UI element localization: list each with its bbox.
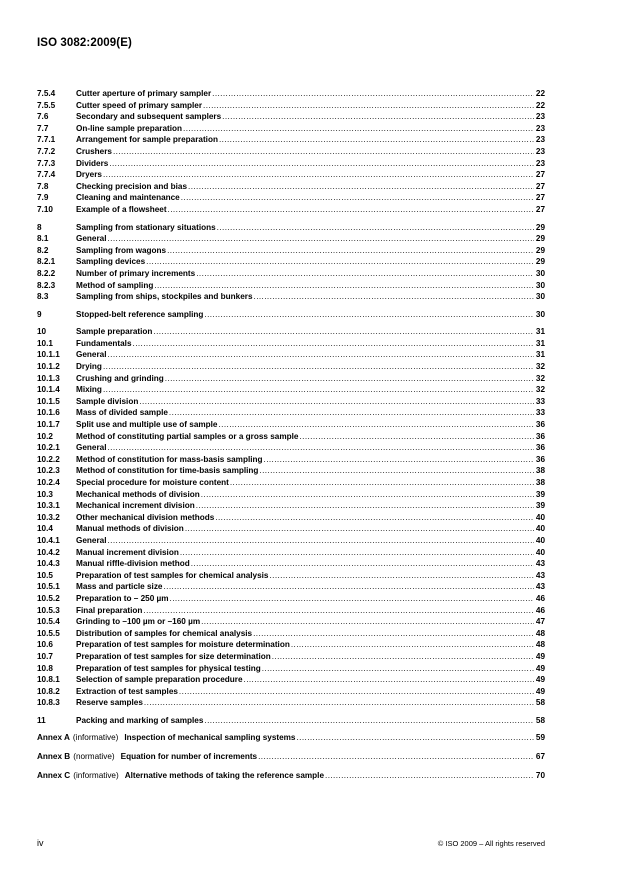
toc-entry-title: Cutter aperture of primary sampler <box>76 89 212 98</box>
toc-entry[interactable] <box>37 349 545 361</box>
annex-kind: (informative) <box>73 770 119 780</box>
toc-entry[interactable] <box>37 338 545 350</box>
document-header: ISO 3082:2009(E) <box>37 37 132 49</box>
toc-entry-title: Mixing <box>76 385 102 395</box>
toc-entry-page: 33 <box>535 408 545 418</box>
toc-leader-dots <box>167 245 534 257</box>
toc-entry-title: Stopped-belt reference sampling <box>76 309 204 319</box>
toc-entry-number: 10.1.5 <box>37 396 60 406</box>
toc-entry-number: 10.2.2 <box>37 454 60 464</box>
annex-label: Annex A <box>37 733 70 743</box>
toc-entry[interactable] <box>37 326 545 338</box>
toc-entry-page: 46 <box>535 593 545 603</box>
toc-entry-number: 10.8.1 <box>37 675 60 685</box>
toc-entry-number: 10.1.3 <box>37 373 60 383</box>
toc-entry[interactable] <box>37 697 545 709</box>
toc-entry[interactable] <box>37 158 545 170</box>
toc-entry-title: Mass and particle size <box>76 582 163 592</box>
toc-entry-title: Number of primary increments <box>76 268 196 278</box>
toc-leader-dots <box>212 88 534 100</box>
toc-leader-dots <box>163 581 534 593</box>
toc-entry-title: Manual increment division <box>76 547 179 557</box>
toc-entry-number: 8.2 <box>37 245 49 255</box>
toc-groups <box>37 88 545 726</box>
toc-leader-dots <box>269 570 534 582</box>
toc-entry-number: 10.3 <box>37 489 53 499</box>
toc-leader-dots <box>103 384 534 396</box>
toc-entry[interactable] <box>37 100 545 112</box>
toc-entry[interactable] <box>37 454 545 466</box>
toc-entry-title: Distribution of samples for chemical analysis <box>76 628 253 638</box>
toc-entry[interactable] <box>37 605 545 617</box>
toc-group <box>37 326 545 709</box>
toc-entry-page: 49 <box>535 686 545 696</box>
toc-entry-number: 7.9 <box>37 193 49 203</box>
toc-leader-dots <box>143 605 534 617</box>
toc-entry-title: Grinding to –100 µm or –160 µm <box>76 617 201 627</box>
toc-entry-title: Mechanical methods of division <box>76 489 200 499</box>
toc-entry-page: 32 <box>535 373 545 383</box>
toc-entry[interactable] <box>37 407 545 419</box>
toc-entry-number: 10.2 <box>37 431 53 441</box>
copyright-notice: © ISO 2009 – All rights reserved <box>437 839 545 848</box>
toc-entry-number: 10.4.1 <box>37 535 60 545</box>
toc-leader-dots <box>146 256 534 268</box>
toc-entry-number: 10.2.3 <box>37 466 60 476</box>
toc-entry[interactable] <box>37 419 545 431</box>
toc-entry-page: 30 <box>535 292 545 302</box>
toc-entry-page: 36 <box>535 420 545 430</box>
toc-entry-page: 36 <box>535 431 545 441</box>
toc-annex-entry[interactable] <box>37 770 545 782</box>
toc-entry-page: 27 <box>535 193 545 203</box>
toc-entry[interactable] <box>37 465 545 477</box>
toc-entry-number: 10.8.2 <box>37 686 60 696</box>
toc-entry-number: 10.2.1 <box>37 443 60 453</box>
toc-entry-page: 40 <box>535 547 545 557</box>
annex-kind: (informative) <box>72 733 119 743</box>
toc-entry-page: 27 <box>535 204 545 214</box>
toc-entry-title: Reserve samples <box>76 698 143 708</box>
toc-entry-title: Sampling from ships, stockpiles and bunkers <box>76 292 253 302</box>
toc-entry[interactable] <box>37 512 545 524</box>
toc-leader-dots <box>179 686 534 698</box>
toc-leader-dots <box>291 639 534 651</box>
toc-entry-number: 10.4.2 <box>37 547 60 557</box>
toc-leader-dots <box>169 407 534 419</box>
annex-title: Inspection of mechanical sampling systems <box>124 733 296 743</box>
toc-entry-page: 43 <box>535 582 545 592</box>
toc-entry[interactable] <box>37 547 545 559</box>
toc-entry-number: 7.7.3 <box>37 158 56 168</box>
toc-leader-dots <box>297 732 535 744</box>
toc-entry[interactable] <box>37 309 545 321</box>
toc-entry-title: Packing and marking of samples <box>76 715 204 725</box>
toc-entry-title: Method of sampling <box>76 280 154 290</box>
toc-entry-title: Other mechanical division methods <box>76 512 215 522</box>
toc-entry-page: 40 <box>535 512 545 522</box>
toc-entry-title: Sample preparation <box>76 327 153 337</box>
toc-entry-number: 7.6 <box>37 112 49 122</box>
toc-entry-page: 23 <box>535 123 545 133</box>
toc-entry-title: General <box>76 234 107 244</box>
toc-entry-title: Preparation of test samples for moisture determination <box>76 640 290 650</box>
page-number: iv <box>37 838 44 848</box>
toc-entry[interactable] <box>37 373 545 385</box>
toc-leader-dots <box>165 373 534 385</box>
toc-entry[interactable] <box>37 674 545 686</box>
toc-entry-title: General <box>76 443 107 453</box>
toc-annex-entry[interactable] <box>37 751 545 763</box>
toc-leader-dots <box>153 326 534 338</box>
toc-group <box>37 222 545 303</box>
toc-entry-title: Final preparation <box>76 605 143 615</box>
toc-entry-title: Selection of sample preparation procedure <box>76 675 243 685</box>
toc-entry-number: 10.1.4 <box>37 385 60 395</box>
toc-entry-number: 7.7.1 <box>37 135 56 145</box>
toc-entry-number: 10.7 <box>37 651 53 661</box>
toc-leader-dots <box>222 111 534 123</box>
toc-group <box>37 88 545 216</box>
toc-entry[interactable] <box>37 280 545 292</box>
toc-leader-dots <box>196 268 534 280</box>
toc-entry-number: 10.5.1 <box>37 582 60 592</box>
toc-entry-title: Checking precision and bias <box>76 181 188 191</box>
toc-entry-page: 49 <box>535 675 545 685</box>
toc-entry[interactable] <box>37 361 545 373</box>
toc-entry-number: 7.7.2 <box>37 146 56 156</box>
toc-entry-page: 29 <box>535 234 545 244</box>
toc-entry[interactable] <box>37 192 545 204</box>
toc-entry-page: 23 <box>535 146 545 156</box>
toc-leader-dots <box>109 158 534 170</box>
toc-entry-number: 10.1.1 <box>37 350 60 360</box>
toc-entry-page: 30 <box>535 268 545 278</box>
toc-entry[interactable] <box>37 134 545 146</box>
toc-leader-dots <box>325 770 534 782</box>
toc-entry-page: 38 <box>535 478 545 487</box>
toc-entry-page: 36 <box>535 443 545 453</box>
toc-entry-number: 10.3.1 <box>37 501 60 511</box>
toc-leader-dots <box>144 697 534 709</box>
toc-entry-page: 27 <box>535 170 545 180</box>
toc-leader-dots <box>180 547 534 559</box>
toc-leader-dots <box>181 192 534 204</box>
toc-leader-dots <box>188 181 534 193</box>
toc-entry-page: 23 <box>535 112 545 122</box>
toc-entry-number: 7.10 <box>37 204 53 214</box>
toc-entry-title: Sampling devices <box>76 257 146 267</box>
toc-leader-dots <box>108 349 535 361</box>
toc-entry[interactable] <box>37 663 545 675</box>
toc-leader-dots <box>103 361 534 373</box>
toc-leader-dots <box>262 663 534 675</box>
toc-entry[interactable] <box>37 500 545 512</box>
toc-entry-page: 36 <box>535 454 545 464</box>
toc-entry[interactable] <box>37 384 545 396</box>
toc-entry[interactable] <box>37 639 545 651</box>
toc-entry-page: 46 <box>535 605 545 615</box>
toc-entry-page: 31 <box>535 327 545 337</box>
toc-entry-page: 39 <box>535 489 545 499</box>
toc-entry-number: 10.4 <box>37 524 53 534</box>
toc-group <box>37 309 545 321</box>
toc-entry-number: 10.2.4 <box>37 478 60 487</box>
annex-kind: (normative) <box>73 752 115 762</box>
toc-leader-dots <box>185 523 534 535</box>
annex-label: Annex C <box>37 770 71 780</box>
toc-leader-dots <box>259 465 534 477</box>
toc-entry-number: 10 <box>37 327 47 337</box>
toc-entry-title: Extraction of test samples <box>76 686 178 696</box>
toc-leader-dots <box>108 233 535 245</box>
toc-entry-title: General <box>76 350 107 360</box>
toc-entry[interactable] <box>37 523 545 535</box>
toc-leader-dots <box>191 558 534 570</box>
toc-entry-number: 7.5.5 <box>37 100 56 110</box>
toc-entry-page: 43 <box>535 570 545 580</box>
toc-leader-dots <box>204 309 534 321</box>
toc-entry-number: 10.6 <box>37 640 53 650</box>
toc-leader-dots <box>113 146 534 158</box>
toc-leader-dots <box>254 291 534 303</box>
toc-entry-page: 48 <box>535 640 545 650</box>
toc-entry-title: Preparation of test samples for chemical analysis <box>76 570 269 580</box>
toc-entry-number: 8.2.1 <box>37 257 56 267</box>
toc-entry-number: 8.2.3 <box>37 280 56 290</box>
toc-entry-number: 10.5.4 <box>37 617 60 627</box>
toc-entry[interactable] <box>37 204 545 216</box>
toc-entry-title: Arrangement for sample preparation <box>76 135 218 145</box>
toc-entry-page: 31 <box>535 350 545 360</box>
toc-entry-number: 10.1 <box>37 338 53 348</box>
toc-entry-number: 10.5 <box>37 570 53 580</box>
toc-entry-title: Sampling from stationary situations <box>76 222 216 232</box>
toc-entry-page: 58 <box>535 698 545 708</box>
toc-leader-dots <box>183 123 534 135</box>
toc-entry-title: Dividers <box>76 158 109 168</box>
toc-entry-title: Sampling from wagons <box>76 245 167 255</box>
toc-entry[interactable] <box>37 558 545 570</box>
toc-entry-number: 10.1.2 <box>37 362 60 372</box>
toc-entry-number: 10.5.2 <box>37 593 60 603</box>
toc-entry[interactable] <box>37 535 545 547</box>
toc-entry-title: Crushing and grinding <box>76 373 164 383</box>
toc-entry-title: Method of constituting partial samples or a gross sample <box>76 431 299 441</box>
annex-page: 59 <box>535 733 545 743</box>
toc-entry-title: Example of a flowsheet <box>76 204 167 214</box>
toc-entry-number: 7.5.4 <box>37 89 56 98</box>
toc-entry-page: 29 <box>535 257 545 267</box>
toc-entry-page: 43 <box>535 559 545 569</box>
toc-entry-title: Cleaning and maintenance <box>76 193 180 203</box>
toc-entry[interactable] <box>37 570 545 582</box>
toc-leader-dots <box>217 222 534 234</box>
toc-entry[interactable] <box>37 181 545 193</box>
toc-entry-title: Mass of divided sample <box>76 408 168 418</box>
toc-entry[interactable] <box>37 489 545 501</box>
toc-entry-page: 40 <box>535 524 545 534</box>
toc-entry[interactable] <box>37 686 545 698</box>
toc-entry-title: Fundamentals <box>76 338 132 348</box>
table-of-contents <box>37 88 545 788</box>
toc-leader-dots <box>253 628 534 640</box>
toc-entry-page: 29 <box>535 245 545 255</box>
toc-entry[interactable] <box>37 123 545 135</box>
toc-entry-page: 58 <box>535 715 545 725</box>
toc-entry[interactable] <box>37 88 545 100</box>
toc-entry-page: 33 <box>535 396 545 406</box>
toc-entry-number: 8.3 <box>37 292 49 302</box>
annex-title: Equation for number of increments <box>120 752 258 762</box>
toc-entry-title: Crushers <box>76 146 112 156</box>
toc-leader-dots <box>196 500 534 512</box>
toc-entry-title: Secondary and subsequent samplers <box>76 112 222 122</box>
toc-entry-title: Method of constitution for mass-basis sampling <box>76 454 263 464</box>
toc-leader-dots <box>168 204 534 216</box>
annex-label: Annex B <box>37 752 71 762</box>
toc-entry-page: 22 <box>535 89 545 98</box>
toc-group <box>37 715 545 727</box>
toc-entry[interactable] <box>37 715 545 727</box>
toc-entry-number: 10.8 <box>37 663 53 673</box>
toc-entry-number: 10.4.3 <box>37 559 60 569</box>
toc-entry[interactable] <box>37 581 545 593</box>
toc-entry-page: 40 <box>535 535 545 545</box>
toc-entry-page: 30 <box>535 309 545 319</box>
toc-entry-number: 10.5.3 <box>37 605 60 615</box>
toc-leader-dots <box>272 651 534 663</box>
toc-entry-page: 30 <box>535 280 545 290</box>
toc-entry-page: 31 <box>535 338 545 348</box>
toc-entry-page: 27 <box>535 181 545 191</box>
toc-leader-dots <box>230 477 534 489</box>
toc-entry-number: 8 <box>37 222 42 232</box>
toc-leader-dots <box>108 535 535 547</box>
toc-entry[interactable] <box>37 431 545 443</box>
toc-entry-number: 10.3.2 <box>37 512 60 522</box>
toc-leader-dots <box>219 134 534 146</box>
toc-entry-title: Sample division <box>76 396 139 406</box>
toc-entry[interactable] <box>37 628 545 640</box>
toc-leader-dots <box>215 512 534 524</box>
toc-entry-page: 32 <box>535 362 545 372</box>
toc-entry-title: Mechanical increment division <box>76 501 195 511</box>
toc-entry-page: 23 <box>535 135 545 145</box>
toc-entry-title: Dryers <box>76 170 102 180</box>
toc-leader-dots <box>103 169 534 181</box>
toc-entry-number: 7.7 <box>37 123 49 133</box>
toc-leader-dots <box>203 100 534 112</box>
toc-entry-title: Method of constitution for time-basis sampling <box>76 466 259 476</box>
toc-entry[interactable] <box>37 111 545 123</box>
toc-entry[interactable] <box>37 256 545 268</box>
toc-leader-dots <box>108 442 535 454</box>
toc-entry-page: 49 <box>535 651 545 661</box>
toc-leader-dots <box>258 751 534 763</box>
toc-entry-number: 7.7.4 <box>37 170 56 180</box>
toc-leader-dots <box>264 454 534 466</box>
toc-entry-number: 7.8 <box>37 181 49 191</box>
toc-entry-page: 22 <box>535 100 545 110</box>
annex-title: Alternative methods of taking the reference sample <box>124 770 325 780</box>
toc-entry-title: Split use and multiple use of sample <box>76 420 218 430</box>
toc-entry-page: 38 <box>535 466 545 476</box>
toc-entry[interactable] <box>37 222 545 234</box>
toc-leader-dots <box>299 431 534 443</box>
toc-entry[interactable] <box>37 651 545 663</box>
toc-entry-page: 47 <box>535 617 545 627</box>
toc-annexes <box>37 732 545 781</box>
toc-leader-dots <box>154 280 534 292</box>
toc-entry[interactable] <box>37 146 545 158</box>
toc-entry[interactable] <box>37 245 545 257</box>
toc-leader-dots <box>170 593 534 605</box>
toc-leader-dots <box>133 338 534 350</box>
toc-entry-title: General <box>76 535 107 545</box>
toc-entry-number: 9 <box>37 309 42 319</box>
toc-entry-page: 49 <box>535 663 545 673</box>
toc-entry-page: 32 <box>535 385 545 395</box>
toc-entry[interactable] <box>37 616 545 628</box>
toc-entry-title: Preparation of test samples for physical testing <box>76 663 261 673</box>
toc-leader-dots <box>201 616 534 628</box>
toc-leader-dots <box>219 419 535 431</box>
toc-entry[interactable] <box>37 477 545 489</box>
toc-entry[interactable] <box>37 593 545 605</box>
toc-leader-dots <box>244 674 534 686</box>
toc-entry-number: 10.5.5 <box>37 628 60 638</box>
toc-entry[interactable] <box>37 233 545 245</box>
toc-entry[interactable] <box>37 268 545 280</box>
toc-entry-page: 39 <box>535 501 545 511</box>
toc-entry-number: 10.1.6 <box>37 408 60 418</box>
toc-entry-page: 23 <box>535 158 545 168</box>
toc-entry-page: 48 <box>535 628 545 638</box>
toc-entry-number: 8.2.2 <box>37 268 56 278</box>
toc-entry-number: 10.8.3 <box>37 698 60 708</box>
toc-entry-title: Cutter speed of primary sampler <box>76 100 203 110</box>
toc-entry[interactable] <box>37 291 545 303</box>
toc-entry[interactable] <box>37 169 545 181</box>
toc-leader-dots <box>201 489 534 501</box>
toc-entry-title: Manual methods of division <box>76 524 184 534</box>
toc-entry[interactable] <box>37 442 545 454</box>
toc-entry-title: Preparation of test samples for size determination <box>76 651 271 661</box>
toc-entry-number: 10.1.7 <box>37 420 60 430</box>
toc-entry-number: 8.1 <box>37 234 49 244</box>
toc-leader-dots <box>204 715 534 727</box>
toc-entry-title: Special procedure for moisture content <box>76 478 229 487</box>
toc-entry-title: Drying <box>76 362 102 372</box>
toc-annex-entry[interactable] <box>37 732 545 744</box>
toc-entry-title: On-line sample preparation <box>76 123 183 133</box>
toc-entry-number: 11 <box>37 715 46 725</box>
annex-page: 70 <box>535 770 545 780</box>
toc-entry-page: 29 <box>535 222 545 232</box>
toc-entry[interactable] <box>37 396 545 408</box>
toc-leader-dots <box>139 396 534 408</box>
toc-entry-title: Manual riffle-division method <box>76 559 190 569</box>
toc-entry-title: Preparation to – 250 µm <box>76 593 169 603</box>
annex-page: 67 <box>535 752 545 762</box>
